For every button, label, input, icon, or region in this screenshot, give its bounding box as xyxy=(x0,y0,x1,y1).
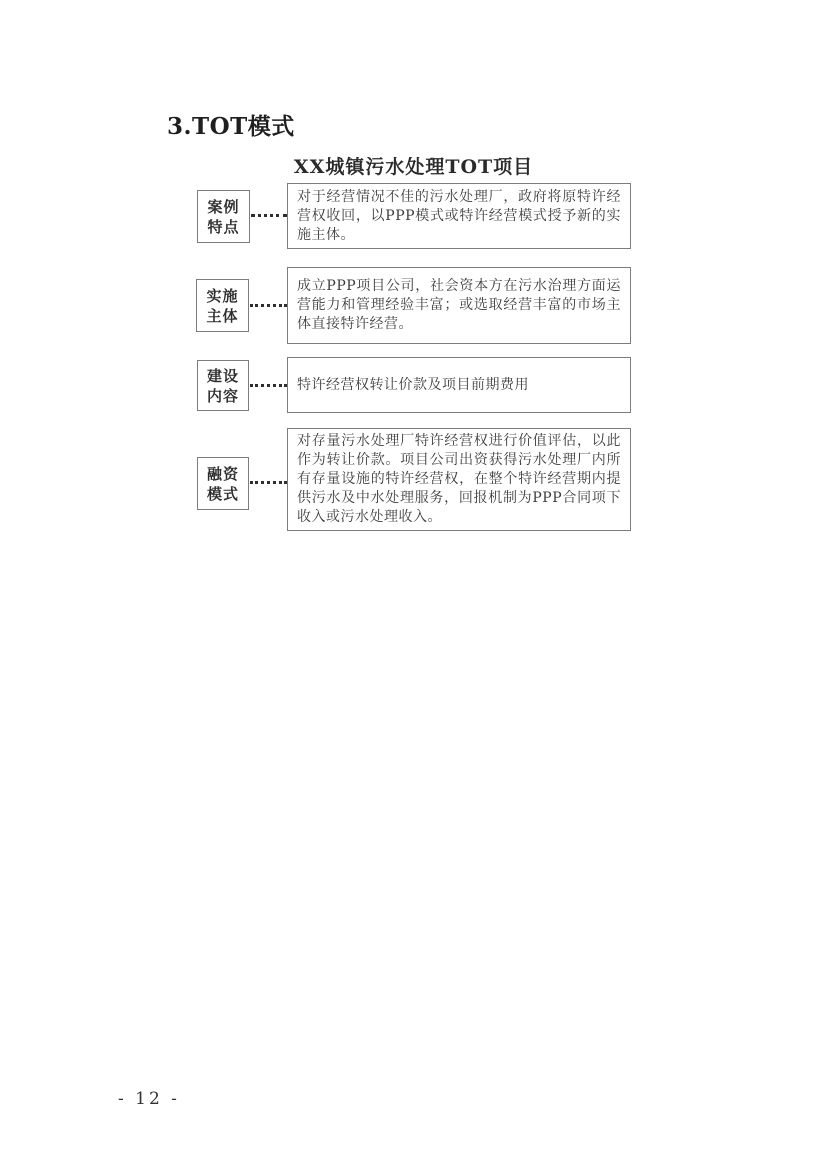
content-text: 特许经营权转让价款及项目前期费用 xyxy=(297,376,529,393)
content-text: 对存量污水处理厂特许经营权进行价值评估，以此作为转让价款。项目公司出资获得污水处理厂内所有存量设施的特许经营权，在整个特许经营期内提供污水及中水处理服务，回报机制为PPP合同项下收入或污水处理收入。 xyxy=(297,433,621,525)
dotted-connector xyxy=(250,384,287,387)
section-title: 3.TOT模式 xyxy=(167,113,295,140)
label-text: 实施 主体 xyxy=(206,286,239,325)
label-text: 融资 模式 xyxy=(206,464,239,503)
page-number: - 12 - xyxy=(118,1089,180,1109)
content-box-financing-model xyxy=(287,428,631,531)
dotted-connector xyxy=(251,214,287,217)
content-box-case-features xyxy=(287,183,631,249)
content-box-implementing-entity xyxy=(287,267,631,344)
content-text: 成立PPP项目公司，社会资本方在污水治理方面运营能力和管理经验丰富；或选取经营丰富的市场主体直接特许经营。 xyxy=(297,278,621,332)
label-box-financing-model xyxy=(197,457,249,510)
diagram-title: XX城镇污水处理TOT项目 xyxy=(293,156,534,178)
label-box-construction-content xyxy=(197,360,249,411)
label-text: 案例 特点 xyxy=(207,197,240,236)
dotted-connector xyxy=(250,304,287,307)
content-box-construction-content xyxy=(287,357,631,413)
label-box-case-features xyxy=(197,190,250,243)
label-text: 建设 内容 xyxy=(206,366,239,405)
dotted-connector xyxy=(250,481,287,484)
content-text: 对于经营情况不佳的污水处理厂，政府将原特许经营权收回，以PPP模式或特许经营模式授予新的实施主体。 xyxy=(297,188,621,243)
label-box-implementing-entity xyxy=(196,279,249,332)
